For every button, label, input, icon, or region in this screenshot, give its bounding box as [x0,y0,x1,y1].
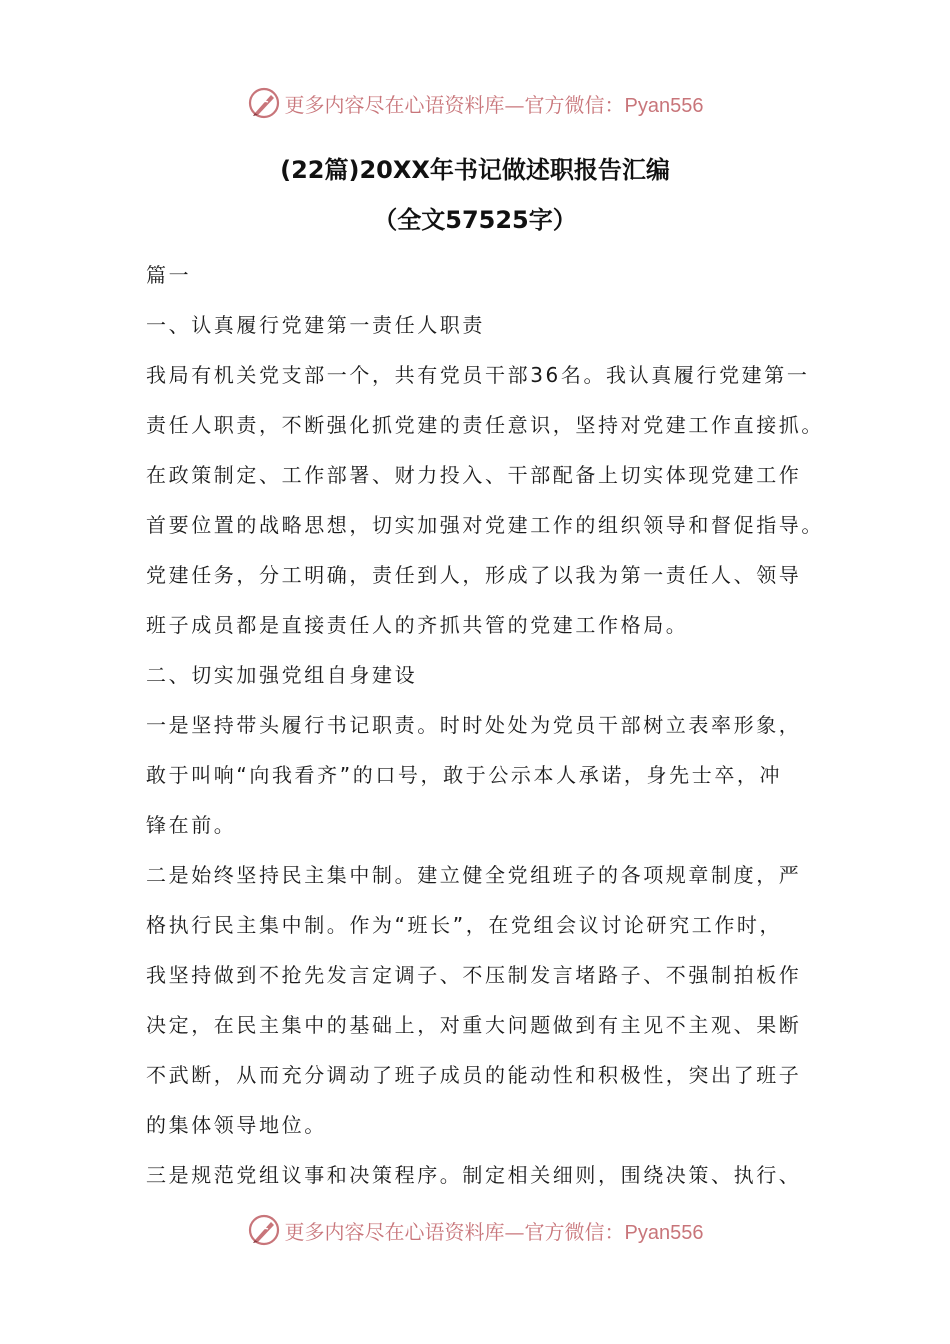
paragraph-line: 我坚持做到不抢先发言定调子、不压制发言堵路子、不强制拍板作 [146,963,802,987]
paragraph-line: 敢于叫响“向我看齐”的口号，敢于公示本人承诺，身先士卒，冲 [146,763,783,787]
document-subtitle: （全文57525字） [373,206,577,234]
banner-wechat: 官方微信：Pyan556 [524,94,704,117]
subheading: 一、认真履行党建第一责任人职责 [146,313,485,337]
paragraph-line: 格执行民主集中制。作为“班长”，在党组会议讨论研究工作时， [146,913,783,937]
banner-text [285,89,704,118]
footer-banner [0,1210,950,1250]
paragraph-line: 班子成员都是直接责任人的齐抓共管的党建工作格局。 [146,613,689,637]
paragraph-line: 决定，在民主集中的基础上，对重大问题做到有主见不主观、果断 [146,1013,802,1037]
pen-logo-icon [247,86,281,120]
banner-separator: — [504,92,525,117]
section-heading: 篇一 [146,263,192,287]
paragraph-line: 锋在前。 [146,813,237,837]
banner-site-name: 更多内容尽在心语资料库 [284,1219,505,1244]
header-banner [0,83,950,123]
paragraph-line: 的集体领导地位。 [146,1113,327,1137]
paragraph-line: 在政策制定、工作部署、财力投入、干部配备上切实体现党建工作 [146,463,802,487]
paragraph-line: 二是始终坚持民主集中制。建立健全党组班子的各项规章制度，严 [146,863,802,887]
paragraph-line: 一是坚持带头履行书记职责。时时处处为党员干部树立表率形象， [146,713,802,737]
banner-text [285,1216,704,1245]
document-title: (22篇)20XX年书记做述职报告汇编 [280,156,670,184]
banner-separator: — [504,1219,525,1244]
paragraph-line: 党建任务，分工明确，责任到人，形成了以我为第一责任人、领导 [146,563,802,587]
paragraph-line: 首要位置的战略思想，切实加强对党建工作的组织领导和督促指导。 [146,513,824,537]
subheading: 二、切实加强党组自身建设 [146,663,418,687]
paragraph-line: 不武断，从而充分调动了班子成员的能动性和积极性，突出了班子 [146,1063,802,1087]
banner-wechat: 官方微信：Pyan556 [524,1221,704,1244]
banner-site-name: 更多内容尽在心语资料库 [284,92,505,117]
paragraph-line: 责任人职责，不断强化抓党建的责任意识，坚持对党建工作直接抓。 [146,413,824,437]
document-body [146,250,826,1200]
pen-logo-icon [247,1213,281,1247]
paragraph-line: 我局有机关党支部一个，共有党员干部36名。我认真履行党建第一 [146,363,810,387]
paragraph-line: 三是规范党组议事和决策程序。制定相关细则，围绕决策、执行、 [146,1163,802,1187]
